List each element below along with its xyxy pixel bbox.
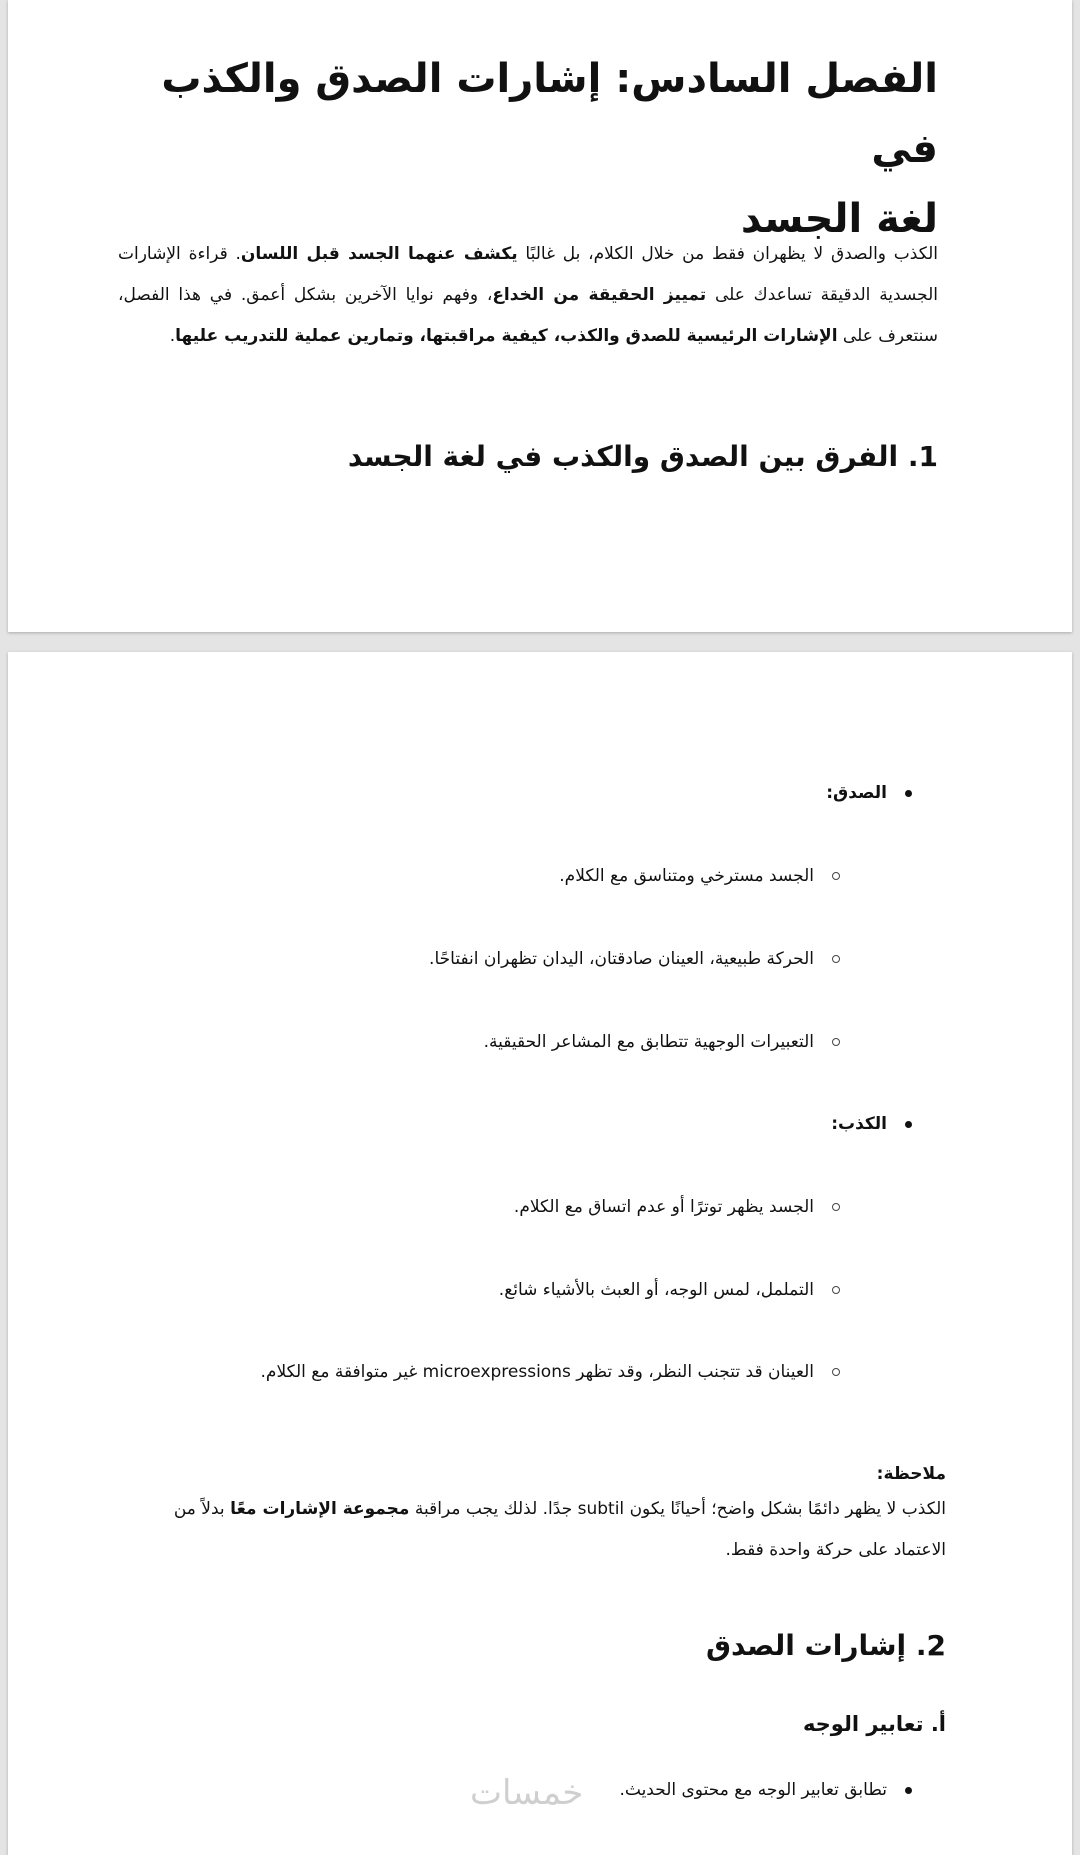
list-item: [499, 1280, 840, 1300]
list-item: [514, 1197, 840, 1217]
subsection-a-wrap: [803, 1712, 946, 1736]
intro-paragraph: [118, 234, 938, 357]
note-text-1: الكذب لا يظهر دائمًا بشكل واضح؛ أحيانًا يكون subtil جدًا. لذلك يجب مراقبة: [409, 1499, 946, 1519]
circle-bullet-icon: [832, 872, 840, 880]
circle-bullet-icon: [832, 1038, 840, 1046]
intro-bold-3: الإشارات الرئيسية للصدق والكذب، كيفية مراقبتها، وتمارين عملية للتدريب عليها: [175, 326, 838, 346]
section2-heading: 2. إشارات الصدق: [705, 1629, 946, 1662]
intro-text-2: . قراءة الإشارات الجسدية الدقيقة تساعدك على: [118, 244, 939, 305]
truth-label: الصدق:: [826, 783, 887, 803]
section1-heading: 1. الفرق بين الصدق والكذب في لغة الجسد: [347, 440, 938, 473]
section1-heading-wrap: [348, 440, 938, 473]
face-item-1: تطابق تعابير الوجه مع محتوى الحديث.: [619, 1780, 887, 1800]
document-page-2: [8, 652, 1072, 1855]
chapter-title-line2: لغة الجسد: [740, 196, 938, 242]
bullet-dot-icon: [905, 790, 912, 797]
lie-bullet: [831, 1114, 912, 1134]
chapter-title-line1: الفصل السادس: إشارات الصدق والكذب في: [161, 56, 938, 172]
intro-bold-2: تمييز الحقيقة من الخداع: [492, 285, 707, 305]
note-text-2: بدلاً من الاعتماد على حركة واحدة فقط.: [173, 1499, 946, 1560]
circle-bullet-icon: [832, 1203, 840, 1211]
lie-label: الكذب:: [831, 1114, 887, 1134]
chapter-title: [138, 44, 938, 254]
bullet-dot-icon: [905, 1121, 912, 1128]
list-item: [429, 949, 840, 969]
truth-item-2: الحركة طبيعية، العينان صادقتان، اليدان تظهران انفتاحًا.: [429, 949, 814, 969]
list-item: [619, 1780, 912, 1800]
note-paragraph: [126, 1489, 946, 1571]
watermark-logo: خمسات: [470, 1773, 584, 1813]
intro-text-1: الكذب والصدق لا يظهران فقط من خلال الكلام، بل غالبًا: [517, 244, 939, 264]
truth-item-1: الجسد مسترخي ومتناسق مع الكلام.: [559, 866, 814, 886]
intro-bold-1: يكشف عنهما الجسد قبل اللسان: [240, 244, 518, 264]
circle-bullet-icon: [832, 1368, 840, 1376]
note-bold-1: مجموعة الإشارات معًا: [230, 1499, 410, 1519]
list-item: [484, 1032, 840, 1052]
lie-item-2: التململ، لمس الوجه، أو العبث بالأشياء شائع.: [498, 1280, 814, 1300]
document-page-1: [8, 0, 1072, 632]
truth-item-3: التعبيرات الوجهية تتطابق مع المشاعر الحقيقية.: [483, 1032, 814, 1052]
bullet-dot-icon: [905, 1787, 912, 1794]
lie-item-1: الجسد يظهر توترًا أو عدم اتساق مع الكلام.: [513, 1197, 814, 1217]
circle-bullet-icon: [832, 1286, 840, 1294]
subsection-a-heading: أ. تعابير الوجه: [802, 1712, 946, 1736]
truth-bullet: [826, 783, 912, 803]
section2-heading-wrap: [706, 1629, 946, 1662]
intro-text-3: ، وفهم نوايا الآخرين بشكل أعمق. في هذا الفصل، سنتعرف على: [118, 285, 938, 346]
note-label: ملاحظة:: [876, 1464, 946, 1484]
list-item: [261, 1362, 840, 1382]
intro-text-4: .: [169, 326, 176, 346]
list-item: [559, 866, 840, 886]
circle-bullet-icon: [832, 955, 840, 963]
lie-item-3: العينان قد تتجنب النظر، وقد تظهر microexpressions غير متوافقة مع الكلام.: [260, 1362, 814, 1382]
